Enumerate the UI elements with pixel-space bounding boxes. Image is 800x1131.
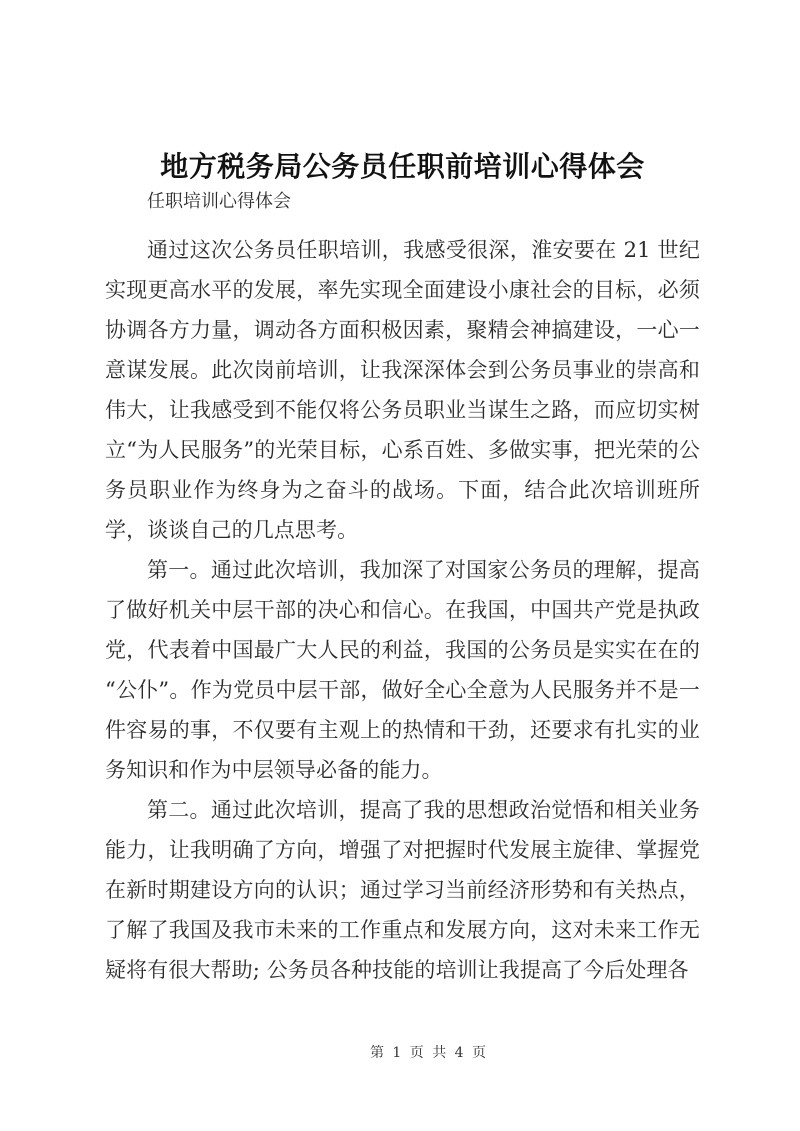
paragraph-point-one: 第一。通过此次培训，我加深了对国家公务员的理解，提高了做好机关中层干部的决心和信心。在我国，中国共产党是执政党，代表着中国最广大人民的利益，我国的公务员是实实在在的“公仆”。作为党员中层干部，做好全心全意为人民服务并不是一件容易的事，不仅要有主观上的热情和干劲，还要求有扎实的业务知识和作为中层领导必备的能力。 [105,558,700,782]
document-content [105,145,700,990]
paragraph-intro: 通过这次公务员任职培训，我感受很深，淮安要在 21 世纪实现更高水平的发展，率先实现全面建设小康社会的目标，必须协调各方力量，调动各方面积极因素，聚精会神搞建设，一心一意谋发展。此次岗前培训，让我深深体会到公务员事业的崇高和伟大，让我感受到不能仅将公务员职业当谋生之路，而应切实树立“为人民服务”的光荣目标，心系百姓、多做实事，把光荣的公务员职业作为终身为之奋斗的战场。下面，结合此次培训班所学，谈谈自己的几点思考。 [105,238,700,542]
paragraph-point-two: 第二。通过此次培训，提高了我的思想政治觉悟和相关业务能力，让我明确了方向，增强了对把握时代发展主旋律、掌握党在新时期建设方向的认识；通过学习当前经济形势和有关热点，了解了我国及我市未来的工作重点和发展方向，这对未来工作无疑将有很大帮助; 公务员各种技能的培训让我提高了今后处理各 [105,798,700,982]
document-subtitle: 任职培训心得体会 [147,191,291,212]
document-body [105,230,700,990]
document-title: 地方税务局公务员任职前培训心得体会 [160,150,645,183]
page-number-footer: 第 1 页 共 4 页 [369,1045,489,1061]
